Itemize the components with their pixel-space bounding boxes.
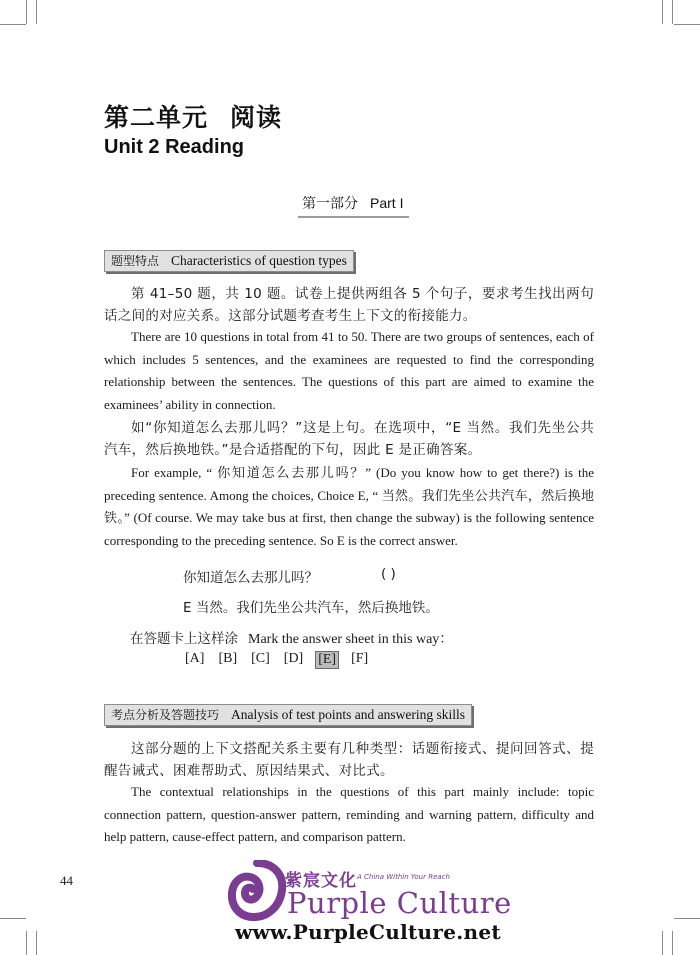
crop-mark	[674, 918, 700, 919]
part-header-cn: 第一部分	[302, 196, 358, 212]
example-question: 你知道怎么去那儿吗？	[183, 570, 318, 586]
paragraph-en: The contextual relationships in the questions of this part mainly include: topic connection pattern, question-answer pattern, reminding and warning pattern, difficulty and help pattern, cause-effect pattern, and comparison pattern.	[104, 784, 594, 844]
example-answer: E 当然。我们先坐公共汽车，然后换地铁。	[183, 600, 439, 616]
purple-culture-logo-icon	[228, 860, 286, 922]
answer-option-f: [F]	[351, 651, 369, 666]
unit-title-cn-number: 第二单元	[104, 103, 209, 132]
watermark-cn: 紫宸文化	[285, 871, 357, 891]
watermark-name: Purple Culture	[287, 886, 512, 920]
section-label-question-types	[104, 250, 354, 272]
crop-mark	[36, 0, 37, 24]
answer-sheet-instruction-en: Mark the answer sheet in this way：	[248, 632, 454, 647]
crop-mark	[662, 931, 663, 955]
crop-mark	[0, 918, 26, 919]
answer-sheet-instruction	[130, 627, 453, 648]
answer-option-b: [B]	[218, 651, 238, 666]
unit-title-en: Unit 2 Reading	[104, 136, 245, 158]
paragraph-cn: 如“你知道怎么去那儿吗？”这是上句。在选项中，“E 当然。我们先坐公共汽车，然后换地铁。”是合适搭配的下句，因此 E 是正确答案。	[104, 420, 594, 458]
answer-option-e-selected: [E]	[315, 651, 339, 669]
page-number: 44	[60, 873, 73, 888]
section-label-cn: 考点分析及答题技巧	[111, 708, 220, 722]
crop-mark	[672, 0, 673, 24]
example-answer-blank: ( )	[381, 566, 396, 582]
unit-title-cn	[104, 98, 282, 134]
watermark-tagline: A China Within Your Reach	[357, 873, 450, 881]
section-label-en: Analysis of test points and answering skills	[231, 707, 465, 722]
section-label-en: Characteristics of question types	[171, 253, 347, 268]
crop-mark	[36, 931, 37, 955]
paragraph-cn: 这部分题的上下文搭配关系主要有几种类型：话题衔接式、提问回答式、提醒告诫式、困难帮助式、原因结果式、对比式。	[104, 741, 594, 779]
part-header-en: Part I	[370, 195, 404, 211]
answer-sheet-instruction-cn: 在答题卡上这样涂	[130, 631, 238, 647]
answer-option-c: [C]	[251, 651, 270, 666]
answer-option-d: [D]	[283, 651, 304, 666]
paragraph-en: For example, “ 你知道怎么去那儿吗？” (Do you know how to get there?) is the preceding sentence. Among the choices, Choice E, “ 当然。我们先坐公共汽车，然后换地铁。” (Of course. We may take bus at first, then change the subway) is the following sentence corresponding to the preceding sentence. So E is the correct answer.	[104, 465, 594, 548]
crop-mark	[26, 0, 27, 24]
paragraph-en: There are 10 questions in total from 41 to 50. There are two groups of sentences, each of which includes 5 sentences, and the examinees are requested to find the corresponding relationship between the sentences. The questions of this part are aimed to examine the examinees’ ability in connection.	[104, 329, 594, 412]
answer-option-a: [A]	[185, 651, 205, 666]
crop-mark	[672, 931, 673, 955]
paragraph-cn: 第 41–50 题，共 10 题。试卷上提供两组各 5 个句子，要求考生找出两句话之间的对应关系。这部分试题考查考生上下文的衔接能力。	[104, 286, 594, 324]
crop-mark	[26, 931, 27, 955]
part-header	[298, 193, 409, 218]
crop-mark	[674, 24, 700, 25]
crop-mark	[0, 24, 26, 25]
section-label-cn: 题型特点	[111, 254, 160, 268]
unit-title-cn-subject: 阅读	[230, 103, 283, 132]
crop-mark	[662, 0, 663, 24]
watermark-url: www.PurpleCulture.net	[235, 920, 501, 944]
answer-options	[183, 651, 370, 669]
section-label-test-points	[104, 704, 472, 726]
